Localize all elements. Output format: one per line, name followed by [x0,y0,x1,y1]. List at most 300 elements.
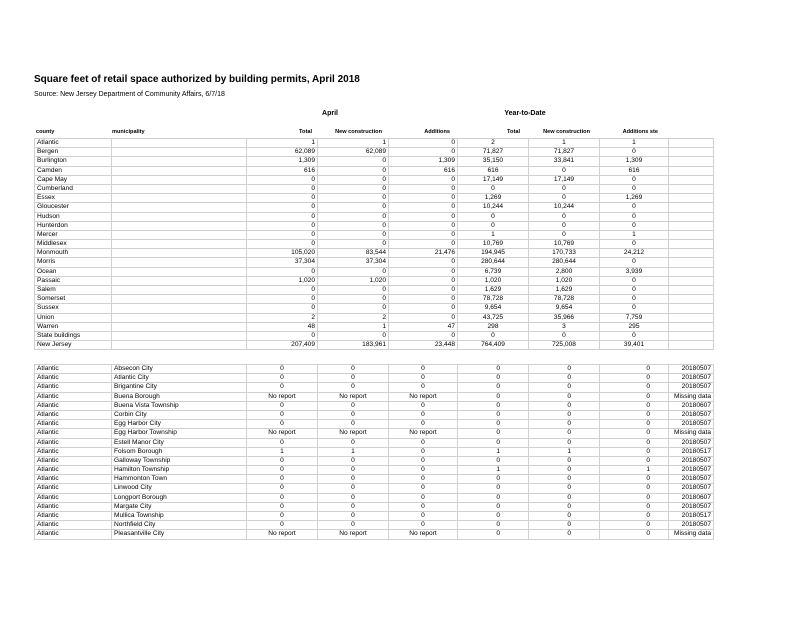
table-cell: No report [318,530,389,539]
table-cell: 9,654 [529,304,600,313]
table-cell [669,221,714,230]
table-cell: 0 [529,410,600,419]
table-cell: 0 [247,493,318,502]
table-cell: 0 [318,166,389,175]
table-cell [112,249,247,258]
table-cell: 0 [247,304,318,313]
table-cell: 78,728 [529,295,600,304]
table-cell: 1 [600,230,669,239]
table-cell: 0 [600,365,669,374]
municipality-row [35,502,714,511]
table-cell: 20180507 [669,410,714,419]
table-cell: 0 [247,230,318,239]
table-cell: 1 [247,447,318,456]
table-cell [669,212,714,221]
table-cell: 0 [458,410,529,419]
table-cell: 37,304 [247,258,318,267]
table-cell: 0 [318,456,389,465]
table-cell: Northfield City [112,521,247,530]
table-cell: Atlantic [35,502,112,511]
table-cell: 0 [529,438,600,447]
table-cell: 0 [600,502,669,511]
table-cell: New Jersey [35,341,112,350]
table-cell: 20180507 [669,438,714,447]
table-cell: 0 [529,166,600,175]
table-cell: No report [247,429,318,438]
table-cell: 0 [318,304,389,313]
table-cell: 0 [600,392,669,401]
april-group-header: April [322,110,338,117]
table-cell: 1 [318,447,389,456]
county-row [35,175,714,184]
table-cell: 0 [318,157,389,166]
table-cell: 17,149 [529,175,600,184]
table-cell: 0 [318,240,389,249]
table-cell: No report [318,392,389,401]
table-cell [669,331,714,340]
table-cell: 0 [529,221,600,230]
table-cell: No report [389,429,458,438]
municipality-row [35,429,714,438]
table-cell: 0 [318,212,389,221]
table-cell: 0 [600,530,669,539]
table-cell: Gloucester [35,203,112,212]
table-cell: 1,269 [458,194,529,203]
table-cell: 0 [389,175,458,184]
table-cell [669,267,714,276]
table-cell: 0 [529,493,600,502]
table-cell: 194,945 [458,249,529,258]
county-row [35,203,714,212]
table-cell: 0 [389,374,458,383]
table-cell: 0 [389,276,458,285]
table-cell: 23,448 [389,341,458,350]
table-cell: Absecon City [112,365,247,374]
county-row [35,212,714,221]
table-cell: 170,733 [529,249,600,258]
table-cell: 0 [458,502,529,511]
table-cell: 0 [389,221,458,230]
table-cell [112,286,247,295]
table-cell: 0 [389,267,458,276]
table-cell: Atlantic [35,401,112,410]
table-cell [669,258,714,267]
table-cell: 0 [318,230,389,239]
table-cell: 0 [318,374,389,383]
table-cell: 616 [458,166,529,175]
table-cell [112,276,247,285]
table-cell [112,304,247,313]
table-cell: 20180507 [669,475,714,484]
table-cell [669,304,714,313]
table-cell: Atlantic [35,420,112,429]
table-cell: Egg Harbor City [112,420,247,429]
table-cell: 0 [529,502,600,511]
table-cell: 0 [318,484,389,493]
table-cell: 0 [600,148,669,157]
table-cell: Missing data [669,392,714,401]
table-cell: 0 [389,438,458,447]
table-cell: 10,244 [529,203,600,212]
table-cell: Atlantic [35,374,112,383]
table-cell: 0 [529,530,600,539]
table-cell: 0 [458,493,529,502]
table-cell: 1 [600,466,669,475]
table-cell: 20180507 [669,420,714,429]
col-ytd-total: Total [507,129,520,135]
table-cell: Linwood City [112,484,247,493]
table-cell: 1 [318,139,389,148]
table-cell: 0 [389,484,458,493]
table-cell: 0 [318,493,389,502]
table-cell: 0 [458,331,529,340]
table-cell: 0 [600,420,669,429]
table-cell: 0 [389,475,458,484]
table-cell [669,240,714,249]
table-cell [669,184,714,193]
table-cell [112,258,247,267]
table-cell: 1 [247,139,318,148]
table-cell: 62,089 [247,148,318,157]
table-cell: 0 [529,184,600,193]
table-cell: 83,544 [318,249,389,258]
table-cell: 0 [389,410,458,419]
table-cell: 0 [458,401,529,410]
table-cell: 0 [247,502,318,511]
table-cell: 0 [600,401,669,410]
table-cell: 0 [600,304,669,313]
column-header-table [34,128,660,136]
table-cell: 71,827 [458,148,529,157]
table-cell: Atlantic [35,456,112,465]
table-cell: No report [247,392,318,401]
table-cell: 207,409 [247,341,318,350]
table-cell: 62,089 [318,148,389,157]
table-cell: 1 [318,322,389,331]
table-cell [112,267,247,276]
table-cell: 0 [389,365,458,374]
table-cell: Ocean [35,267,112,276]
table-cell: Buena Borough [112,392,247,401]
table-cell: 47 [389,322,458,331]
table-cell [669,230,714,239]
table-cell: 24,212 [600,249,669,258]
table-cell: 20180507 [669,521,714,530]
table-cell: 0 [389,304,458,313]
table-cell: Egg Harbor Township [112,429,247,438]
table-cell [669,276,714,285]
table-cell: 10,769 [529,240,600,249]
col-county: county [36,129,55,135]
ytd-group-header: Year-to-Date [504,110,546,117]
table-cell: 9,654 [458,304,529,313]
table-cell: 0 [389,203,458,212]
table-cell [669,322,714,331]
table-cell: 6,739 [458,267,529,276]
table-cell: Camden [35,166,112,175]
table-cell: 1 [529,139,600,148]
municipality-table [34,364,714,540]
table-cell: 0 [389,139,458,148]
table-cell: 0 [318,383,389,392]
table-cell: 0 [389,401,458,410]
municipality-row [35,475,714,484]
table-cell: Atlantic City [112,374,247,383]
table-cell: 1,629 [529,286,600,295]
table-cell: 0 [600,410,669,419]
table-cell: No report [389,392,458,401]
table-cell: 0 [389,420,458,429]
col-ytd-new-construction: New construction [543,129,590,135]
county-row [35,276,714,285]
county-row [35,304,714,313]
table-cell: 10,769 [458,240,529,249]
table-cell [669,286,714,295]
county-row [35,267,714,276]
table-cell: 0 [389,286,458,295]
table-cell [112,230,247,239]
table-cell: 0 [247,512,318,521]
table-cell: 0 [318,401,389,410]
table-cell: 0 [247,420,318,429]
table-cell: Cumberland [35,184,112,193]
table-cell: 0 [600,286,669,295]
table-cell: 725,008 [529,341,600,350]
table-cell [669,175,714,184]
table-cell: 183,961 [318,341,389,350]
table-cell: 280,644 [458,258,529,267]
table-cell: 0 [389,240,458,249]
table-cell: 0 [600,331,669,340]
table-cell: 0 [318,331,389,340]
table-cell: 0 [247,438,318,447]
county-row [35,194,714,203]
table-cell: 0 [458,456,529,465]
table-cell: 0 [389,230,458,239]
table-cell: 0 [458,484,529,493]
table-cell: 0 [529,521,600,530]
table-cell: Estell Manor City [112,438,247,447]
table-cell: 20180607 [669,401,714,410]
table-cell [669,203,714,212]
table-cell: Hunterdon [35,221,112,230]
table-cell: 0 [389,212,458,221]
table-cell [112,295,247,304]
table-cell: 33,841 [529,157,600,166]
table-cell: Morris [35,258,112,267]
table-cell: 0 [600,438,669,447]
table-cell: 0 [458,429,529,438]
table-cell: 20180507 [669,484,714,493]
table-cell: 0 [458,184,529,193]
table-cell: 39,401 [600,341,669,350]
table-cell: 0 [529,475,600,484]
table-cell: 1 [458,447,529,456]
table-cell: 3 [529,322,600,331]
county-row [35,148,714,157]
table-cell: 0 [389,502,458,511]
table-cell: 0 [247,240,318,249]
table-cell: 0 [600,374,669,383]
county-row [35,230,714,239]
table-cell: 0 [318,438,389,447]
col-ytd-additions: Additions ste [622,129,658,135]
table-cell [112,322,247,331]
table-cell: 1,020 [318,276,389,285]
table-cell: 0 [389,383,458,392]
table-cell: 0 [247,221,318,230]
table-cell: 35,150 [458,157,529,166]
municipality-row [35,420,714,429]
table-cell: 0 [389,512,458,521]
table-cell: 10,244 [458,203,529,212]
table-cell [112,194,247,203]
table-cell: Brigantine City [112,383,247,392]
table-cell: 0 [318,184,389,193]
table-cell: 0 [318,365,389,374]
table-cell: 2 [247,313,318,322]
table-cell: Hammonton Town [112,475,247,484]
table-cell [112,166,247,175]
table-cell [669,313,714,322]
table-cell: 78,728 [458,295,529,304]
table-cell: 0 [529,374,600,383]
table-cell: 0 [600,184,669,193]
table-cell: Union [35,313,112,322]
table-cell: Burlington [35,157,112,166]
county-row [35,240,714,249]
table-cell: 0 [529,429,600,438]
county-row [35,258,714,267]
municipality-row [35,456,714,465]
municipality-row [35,383,714,392]
table-cell: Missing data [669,530,714,539]
table-cell: 1,020 [458,276,529,285]
table-cell: Passaic [35,276,112,285]
table-cell: 0 [247,521,318,530]
table-cell: 0 [389,184,458,193]
table-cell: 0 [529,512,600,521]
municipality-row [35,401,714,410]
table-cell: 0 [247,194,318,203]
table-cell: 0 [247,410,318,419]
county-row [35,157,714,166]
table-cell: Bergen [35,148,112,157]
table-cell: 0 [529,194,600,203]
table-cell [112,331,247,340]
municipality-row [35,374,714,383]
table-cell: 0 [389,295,458,304]
municipality-row [35,512,714,521]
county-row [35,184,714,193]
table-cell [112,203,247,212]
table-cell [112,240,247,249]
county-row [35,313,714,322]
table-cell: 0 [458,521,529,530]
table-cell: 0 [389,447,458,456]
table-cell: 1,020 [247,276,318,285]
table-cell: 0 [389,258,458,267]
table-cell: 20180507 [669,374,714,383]
table-cell: 0 [458,530,529,539]
county-row [35,295,714,304]
table-cell: 0 [318,475,389,484]
table-cell [112,184,247,193]
table-cell: 295 [600,322,669,331]
table-cell: 0 [458,365,529,374]
table-cell: 0 [600,258,669,267]
col-april-total: Total [299,129,312,135]
county-row [35,166,714,175]
table-cell: 20180607 [669,493,714,502]
table-cell: 616 [600,166,669,175]
table-cell: 48 [247,322,318,331]
table-cell: 1,020 [529,276,600,285]
county-row [35,221,714,230]
table-cell: 0 [318,502,389,511]
municipality-row [35,365,714,374]
table-cell: Missing data [669,429,714,438]
table-cell: Atlantic [35,139,112,148]
table-cell: Monmouth [35,249,112,258]
table-cell: 0 [318,410,389,419]
table-cell: 20180517 [669,447,714,456]
table-cell: Pleasantville City [112,530,247,539]
table-cell: 0 [247,456,318,465]
table-cell: 0 [529,401,600,410]
table-cell: 0 [600,512,669,521]
table-cell [669,194,714,203]
municipality-row [35,493,714,502]
table-cell: Atlantic [35,521,112,530]
table-cell [669,341,714,350]
table-cell: 0 [318,203,389,212]
table-cell: Atlantic [35,429,112,438]
county-row [35,249,714,258]
table-cell: 2 [318,313,389,322]
table-cell: Atlantic [35,484,112,493]
table-cell: 0 [318,512,389,521]
table-cell: 0 [600,484,669,493]
table-cell: 0 [600,203,669,212]
table-cell [112,341,247,350]
table-cell: 17,149 [458,175,529,184]
table-cell: 0 [247,401,318,410]
table-cell: Mullica Township [112,512,247,521]
table-cell: 280,644 [529,258,600,267]
table-cell: 20180507 [669,466,714,475]
table-cell: Warren [35,322,112,331]
table-cell [669,148,714,157]
report-title: Square feet of retail space authorized by building permits, April 2018 [34,74,360,85]
table-cell: 0 [600,212,669,221]
table-cell [112,175,247,184]
table-cell [112,212,247,221]
table-cell: 0 [458,212,529,221]
table-cell: 7,759 [600,313,669,322]
table-cell: 0 [247,184,318,193]
table-cell: 1 [600,139,669,148]
table-cell: 0 [247,365,318,374]
table-cell: 0 [600,493,669,502]
table-cell: Mercer [35,230,112,239]
table-cell: 0 [600,456,669,465]
table-cell: Atlantic [35,493,112,502]
table-cell: Folsom Borough [112,447,247,456]
table-cell: 0 [247,484,318,493]
table-cell: 71,827 [529,148,600,157]
table-cell: 0 [389,521,458,530]
